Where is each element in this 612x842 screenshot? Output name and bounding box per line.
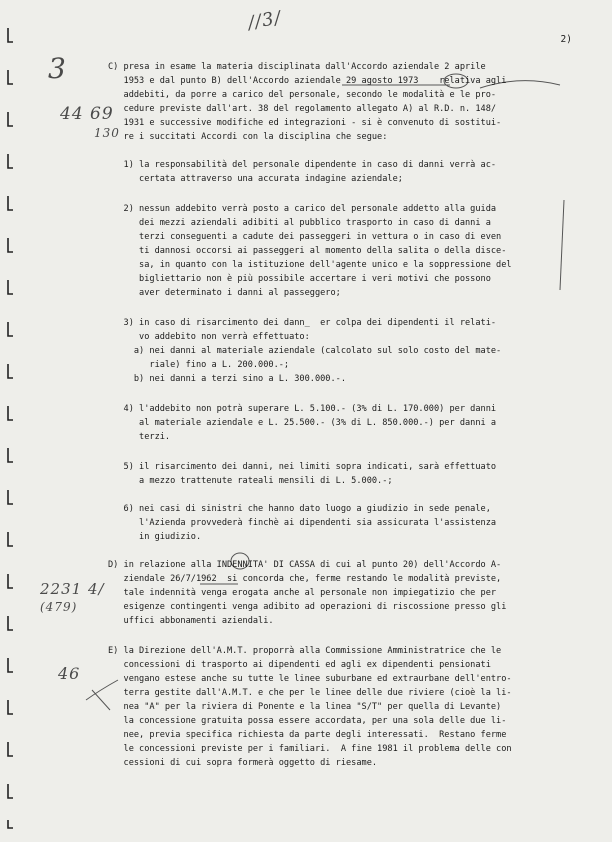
handwritten-margin-number-1: 3 xyxy=(48,52,67,85)
handwritten-margin-number-6: 46 xyxy=(58,664,81,683)
item-2-line: bigliettario non è più possibile accertare i veri motivi che possono xyxy=(108,274,491,284)
item-4 xyxy=(108,402,496,444)
item-6 xyxy=(108,502,496,544)
handwritten-margin-number-4: 2231 4/ xyxy=(40,580,105,598)
item-2 xyxy=(108,202,512,300)
section-c-line: C) presa in esame la materia disciplinata dall'Accordo aziendale 2 aprile xyxy=(108,62,486,72)
item-2-line: dei mezzi aziendali adibiti al pubblico trasporto in caso di danni a xyxy=(108,218,491,228)
section-c-line: re i succitati Accordi con la disciplina che segue: xyxy=(108,132,388,142)
section-e-line: nee, previa specifica richiesta da parte degli interessati. Restano ferme xyxy=(108,730,507,740)
section-c xyxy=(108,60,506,144)
section-e-line: terra gestite dall'A.M.T. e che per le linee delle due riviere (cioè la li- xyxy=(108,688,512,698)
item-4-line: terzi. xyxy=(108,432,171,442)
item-3-line: vo addebito non verrà effettuato: xyxy=(108,332,310,342)
item-2-line: 2) nessun addebito verrà posto a carico del personale addetto alla guida xyxy=(108,204,497,214)
section-d-line: esigenze contingenti venga adibito ad operazioni di riscossione presso gli xyxy=(108,602,507,612)
handwritten-top-scribble: //3/ xyxy=(246,7,284,34)
item-6-line: l'Azienda provvederà finchè ai dipendenti sia assicurata l'assistenza xyxy=(108,518,497,528)
section-c-line: 1931 e successive modifiche ed integrazioni - si è convenuto di sostitui- xyxy=(108,118,502,128)
item-2-line: aver determinato i danni al passeggero; xyxy=(108,288,341,298)
section-e-line: vengano estese anche su tutte le linee suburbane ed extraurbane dell'entro- xyxy=(108,674,512,684)
item-2-line: terzi conseguenti a cadute dei passeggeri in vettura o in caso di even xyxy=(108,232,502,242)
item-3-line: a) nei danni al materiale aziendale (calcolato sul solo costo del mate- xyxy=(108,346,502,356)
section-c-line: 1953 e dal punto B) dell'Accordo aziendale 29 agosto 1973 relativa agli xyxy=(108,76,507,86)
item-2-line: ti dannosi occorsi ai passeggeri al momento della salita o della disce- xyxy=(108,246,507,256)
item-6-line: 6) nei casi di sinistri che hanno dato luogo a giudizio in sede penale, xyxy=(108,504,491,514)
item-4-line: 4) l'addebito non potrà superare L. 5.100.- (3% di L. 170.000) per danni xyxy=(108,404,497,414)
section-e-line: cessioni di cui sopra formerà oggetto di riesame. xyxy=(108,758,378,768)
section-d-line: uffici abbonamenti aziendali. xyxy=(108,616,274,626)
section-d-line: D) in relazione alla INDENNITA' DI CASSA di cui al punto 20) dell'Accordo A- xyxy=(108,560,502,570)
section-e-line: concessioni di trasporto ai dipendenti ed agli ex dipendenti pensionati xyxy=(108,660,491,670)
item-1-line: 1) la responsabilità del personale dipendente in caso di danni verrà ac- xyxy=(108,160,497,170)
item-1-line: certata attraverso una accurata indagine aziendale; xyxy=(108,174,403,184)
section-c-line: cedure previste dall'art. 38 del regolamento allegato A) al R.D. n. 148/ xyxy=(108,104,497,114)
section-c-line: addebiti, da porre a carico del personale, secondo le modalità e le pro- xyxy=(108,90,497,100)
item-4-line: al materiale aziendale e L. 25.500.- (3% di L. 850.000.-) per danni a xyxy=(108,418,497,428)
section-e-line: la concessione gratuita possa essere accordata, per una sola delle due li- xyxy=(108,716,507,726)
item-3-line: b) nei danni a terzi sino a L. 300.000.-. xyxy=(108,374,346,384)
section-e-line: le concessioni previste per i familiari. A fine 1981 il problema delle con xyxy=(108,744,512,754)
page-number: 2) xyxy=(560,34,572,45)
handwritten-margin-number-2: 44 69 xyxy=(60,104,114,124)
section-e-line: E) la Direzione dell'A.M.T. proporrà alla Commissione Amministratrice che le xyxy=(108,646,502,656)
section-d xyxy=(108,558,506,628)
item-3 xyxy=(108,316,501,386)
item-5 xyxy=(108,460,496,488)
section-e-line: nea "A" per la riviera di Ponente e la linea "S/T" per quella di Levante) xyxy=(108,702,502,712)
section-d-line: ziendale 26/7/1962 si concorda che, ferme restando le modalità previste, xyxy=(108,574,502,584)
item-6-line: in giudizio. xyxy=(108,532,202,542)
item-1 xyxy=(108,158,496,186)
item-3-line: 3) in caso di risarcimento dei dann_ er colpa dei dipendenti il relati- xyxy=(108,318,497,328)
section-d-line: tale indennità venga erogata anche al personale non impiegatizio che per xyxy=(108,588,497,598)
item-2-line: sa, in quanto con la istituzione dell'agente unico e la soppressione del xyxy=(108,260,512,270)
item-5-line: 5) il risarcimento dei danni, nei limiti sopra indicati, sarà effettuato xyxy=(108,462,497,472)
handwritten-margin-number-3: 130 xyxy=(94,126,120,140)
section-e xyxy=(108,644,512,770)
handwritten-margin-number-5: (479) xyxy=(40,600,78,614)
item-5-line: a mezzo trattenute rateali mensili di L. 5.000.-; xyxy=(108,476,393,486)
item-3-line: riale) fino a L. 200.000.-; xyxy=(108,360,290,370)
